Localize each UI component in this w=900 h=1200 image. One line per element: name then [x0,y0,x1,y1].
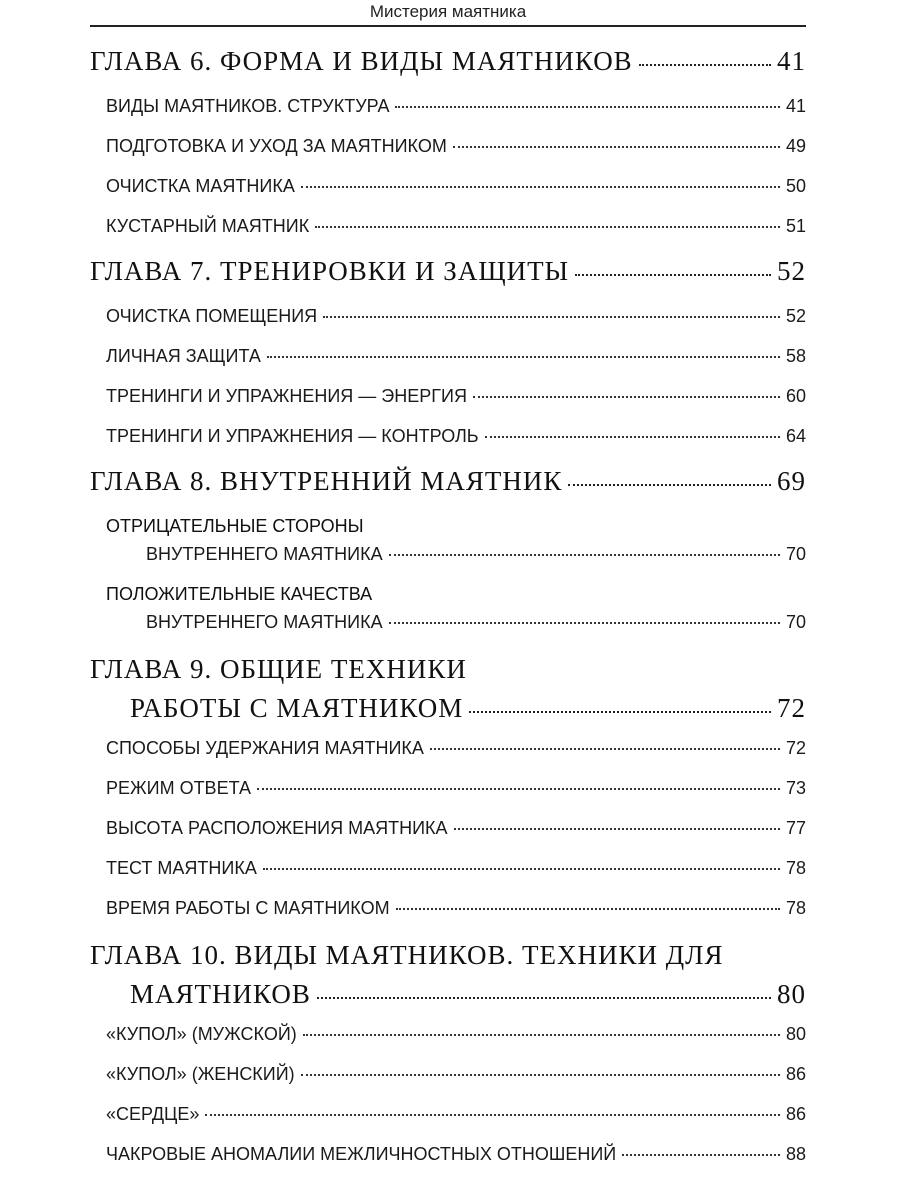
dot-leader [301,1074,780,1076]
page-number: 41 [777,46,806,76]
dot-leader [454,828,780,830]
toc-entry[interactable] [90,126,806,166]
dot-leader [323,316,780,318]
running-head: Мистерия маятника [369,2,527,21]
dot-leader [622,1154,780,1156]
toc-entry[interactable] [90,1094,806,1134]
toc-entry[interactable] [90,808,806,848]
chapter-title: ГЛАВА 6. ФОРМА И ВИДЫ МАЯТНИКОВ [90,46,633,76]
entry-title-line2: ВНУТРЕННЕГО МАЯТНИКА [146,544,383,564]
dot-leader [473,396,780,398]
dot-leader [395,106,780,108]
entry-title: ЧАКРОВЫЕ АНОМАЛИИ МЕЖЛИЧНОСТНЫХ ОТНОШЕНИЙ [106,1144,617,1164]
page-number: 80 [785,1024,806,1044]
entry-title: «КУПОЛ» (ЖЕНСКИЙ) [106,1064,295,1084]
dot-leader [301,186,780,188]
toc-entry[interactable] [90,1054,806,1094]
page-number: 78 [785,858,806,878]
toc-entry[interactable] [90,86,806,126]
page-number: 88 [785,1144,806,1164]
page-number: 72 [785,738,806,758]
page-number: 86 [785,1104,806,1124]
chapter-10-heading[interactable] [90,936,806,1014]
dot-leader [257,788,780,790]
chapter-8 [90,456,806,642]
page-number: 51 [785,216,806,236]
page-number: 50 [785,176,806,196]
entry-title: СПОСОБЫ УДЕРЖАНИЯ МАЯТНИКА [106,738,424,758]
entry-title: ОЧИСТКА ПОМЕЩЕНИЯ [106,306,318,326]
entry-title: ПОДГОТОВКА И УХОД ЗА МАЯТНИКОМ [106,136,447,156]
dot-leader [267,356,780,358]
chapter-6 [90,36,806,246]
entry-title: «КУПОЛ» (МУЖСКОЙ) [106,1024,297,1044]
chapter-title: ГЛАВА 7. ТРЕНИРОВКИ И ЗАЩИТЫ [90,256,570,286]
chapter-title-line2: МАЯТНИКОВ [130,979,311,1009]
page-number: 49 [785,136,806,156]
entry-title: ВРЕМЯ РАБОТЫ С МАЯТНИКОМ [106,898,390,918]
dot-leader [396,908,780,910]
entry-title: ВИДЫ МАЯТНИКОВ. СТРУКТУРА [106,96,390,116]
toc-entry[interactable] [90,848,806,888]
toc-entry[interactable] [90,888,806,928]
chapter-title-line1: ГЛАВА 10. ВИДЫ МАЯТНИКОВ. ТЕХНИКИ ДЛЯ [90,940,724,970]
chapter-8-heading[interactable] [90,456,806,506]
dot-leader [485,436,780,438]
page-number: 70 [785,612,806,632]
entry-title: РЕЖИМ ОТВЕТА [106,778,251,798]
dot-leader [568,484,771,486]
dot-leader [575,274,771,276]
dot-leader [205,1114,780,1116]
toc-entry[interactable] [90,376,806,416]
toc-entry[interactable] [90,580,806,642]
page-number: 77 [785,818,806,838]
dot-leader [639,64,771,66]
entry-title: КУСТАРНЫЙ МАЯТНИК [106,216,310,236]
entry-title: ТРЕНИНГИ И УПРАЖНЕНИЯ — ЭНЕРГИЯ [106,386,467,406]
page-number: 78 [785,898,806,918]
page-number: 60 [785,386,806,406]
entry-title-line2: ВНУТРЕННЕГО МАЯТНИКА [146,612,383,632]
toc-entry[interactable] [90,768,806,808]
toc-entry[interactable] [90,728,806,768]
chapter-10 [90,936,806,1174]
entry-title: ЛИЧНАЯ ЗАЩИТА [106,346,261,366]
page-number: 64 [785,426,806,446]
dot-leader [389,622,780,624]
chapter-title-continuation [90,688,806,728]
chapter-title-continuation [90,974,806,1014]
page-number: 52 [777,256,806,286]
table-of-contents [90,36,806,1174]
page-number: 73 [785,778,806,798]
chapter-9-heading[interactable] [90,650,806,728]
dot-leader [389,554,780,556]
dot-leader [263,868,780,870]
chapter-9 [90,650,806,928]
entry-title: «СЕРДЦЕ» [106,1104,200,1124]
entry-title-line1: ОТРИЦАТЕЛЬНЫЕ СТОРОНЫ [106,516,364,536]
dot-leader [469,711,771,713]
chapter-7 [90,246,806,456]
toc-entry[interactable] [90,296,806,336]
toc-entry[interactable] [90,206,806,246]
entry-continuation [90,540,806,574]
entry-title: ОЧИСТКА МАЯТНИКА [106,176,295,196]
entry-title: ВЫСОТА РАСПОЛОЖЕНИЯ МАЯТНИКА [106,818,448,838]
toc-entry[interactable] [90,416,806,456]
dot-leader [453,146,780,148]
page-number: 69 [777,466,806,496]
page-number: 58 [785,346,806,366]
page-number: 80 [777,979,806,1009]
entry-title-line1: ПОЛОЖИТЕЛЬНЫЕ КАЧЕСТВА [106,584,373,604]
toc-entry[interactable] [90,166,806,206]
header-rule [90,25,806,27]
toc-entry[interactable] [90,336,806,376]
toc-entry[interactable] [90,512,806,574]
entry-continuation [90,608,806,642]
page-number: 86 [785,1064,806,1084]
chapter-7-heading[interactable] [90,246,806,296]
dot-leader [317,997,771,999]
page-number: 70 [785,544,806,564]
chapter-title-line2: РАБОТЫ С МАЯТНИКОМ [130,693,464,723]
page-number: 72 [777,693,806,723]
dot-leader [430,748,780,750]
entry-title: ТЕСТ МАЯТНИКА [106,858,257,878]
dot-leader [315,226,780,228]
chapter-title: ГЛАВА 8. ВНУТРЕННИЙ МАЯТНИК [90,466,563,496]
chapter-title-line1: ГЛАВА 9. ОБЩИЕ ТЕХНИКИ [90,654,467,684]
dot-leader [303,1034,780,1036]
chapter-6-heading[interactable] [90,36,806,86]
toc-entry[interactable] [90,1014,806,1054]
toc-entry[interactable] [90,1134,806,1174]
page-number: 41 [785,96,806,116]
entry-title: ТРЕНИНГИ И УПРАЖНЕНИЯ — КОНТРОЛЬ [106,426,479,446]
page-number: 52 [785,306,806,326]
